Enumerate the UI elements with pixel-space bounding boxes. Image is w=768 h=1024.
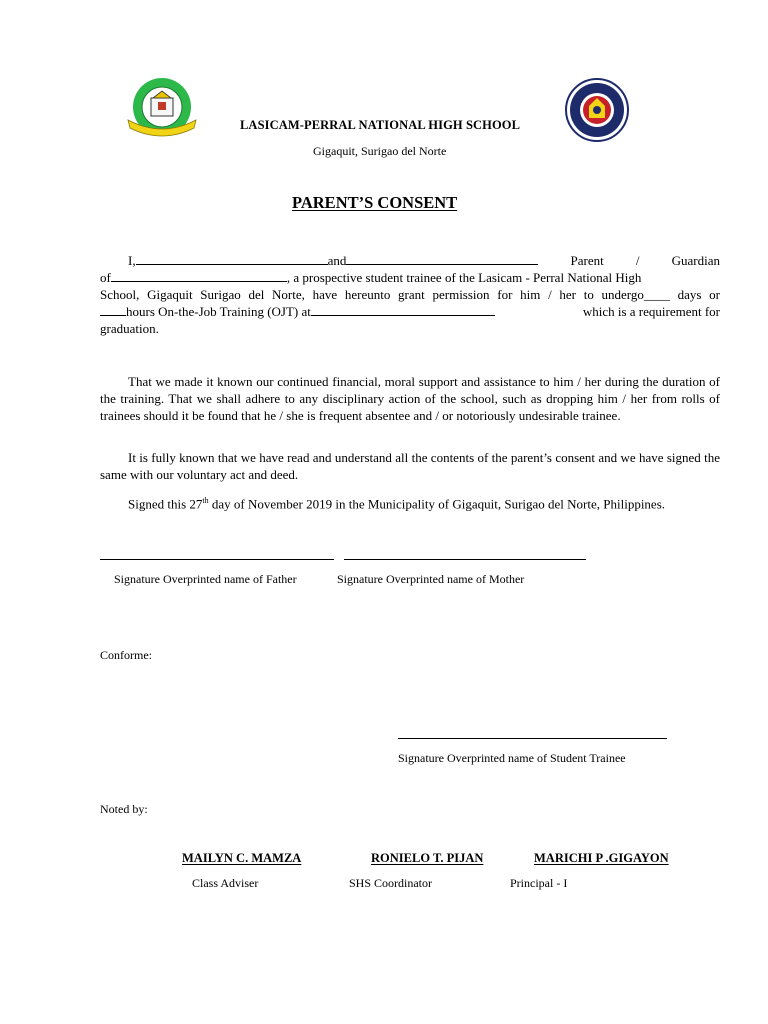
paragraph-2-text: That we made it known our continued financial, moral support and assistance to him / her during the duration of the training. That we shall adhere to any disciplinary action of the school, such as dropping him / her from rolls of trainees should it be found that he / she is frequent absentee and / or notoriously undesirable trainee. (100, 374, 720, 423)
para1-hours: hours On-the-Job Training (OJT) at (126, 304, 311, 319)
school-address: Gigaquit, Surigao del Norte (313, 144, 447, 158)
para1-line4-tail: which is a requirement for (582, 304, 720, 319)
principal-role: Principal - I (510, 876, 568, 890)
paragraph-3-text: It is fully known that we have read and understand all the contents of the parent’s consent and we have signed the same with our voluntary act and deed. (100, 450, 720, 482)
student-signature-line[interactable] (398, 738, 667, 739)
para1-parent: Parent (570, 253, 604, 268)
ojt-place-blank[interactable] (311, 304, 495, 316)
signed-post: day of November 2019 in the Municipality of Gigaquit, Surigao del Norte, Philippines. (208, 496, 666, 512)
signed-pre: Signed this 27 (128, 496, 203, 512)
principal-name: MARICHI P .GIGAYON (534, 851, 669, 865)
consent-paragraph-3 (100, 449, 720, 483)
para1-line-4 (100, 303, 720, 320)
father-signature-label: Signature Overprinted name of Father (114, 572, 297, 586)
school-seal-logo (122, 76, 202, 138)
para1-line-1 (100, 252, 720, 269)
signed-sup: th (202, 496, 209, 505)
para1-line-2 (100, 269, 720, 286)
conforme-label: Conforme: (100, 648, 152, 662)
father-signature-line[interactable] (100, 559, 334, 560)
deped-seal-logo (556, 78, 638, 142)
school-name: LASICAM-PERRAL NATIONAL HIGH SCHOOL (240, 118, 521, 132)
shs-coordinator-name: RONIELO T. PIJAN (371, 851, 484, 865)
student-signature-label: Signature Overprinted name of Student Trainee (398, 751, 626, 765)
class-adviser-name: MAILYN C. MAMZA (182, 851, 302, 865)
consent-paragraph-1 (100, 252, 720, 337)
para1-line-3: School, Gigaquit Surigao del Norte, have hereunto grant permission for him / her to undergo____ days or (100, 287, 720, 302)
mother-name-blank[interactable] (346, 253, 538, 265)
para1-i: I, (128, 253, 136, 268)
consent-paragraph-4 (100, 492, 720, 512)
student-name-blank[interactable] (111, 270, 287, 282)
para1-and: and (327, 253, 347, 268)
document-title: PARENT’S CONSENT (292, 193, 458, 212)
consent-paragraph-2 (100, 373, 720, 424)
class-adviser-role: Class Adviser (192, 876, 259, 890)
para1-line2-tail: , a prospective student trainee of the Lasicam - Perral National High (286, 270, 642, 285)
mother-signature-line[interactable] (344, 559, 586, 560)
noted-by-label: Noted by: (100, 802, 148, 816)
para1-slash: / (635, 253, 640, 268)
para1-of: of (100, 270, 111, 285)
paragraph-4-text (100, 492, 720, 512)
para1-guardian: Guardian (671, 253, 720, 268)
shs-coordinator-role: SHS Coordinator (349, 876, 433, 890)
father-name-blank[interactable] (136, 253, 328, 265)
para1-line-5: graduation. (100, 321, 159, 336)
hours-blank[interactable] (100, 304, 126, 316)
mother-signature-label: Signature Overprinted name of Mother (337, 572, 525, 586)
